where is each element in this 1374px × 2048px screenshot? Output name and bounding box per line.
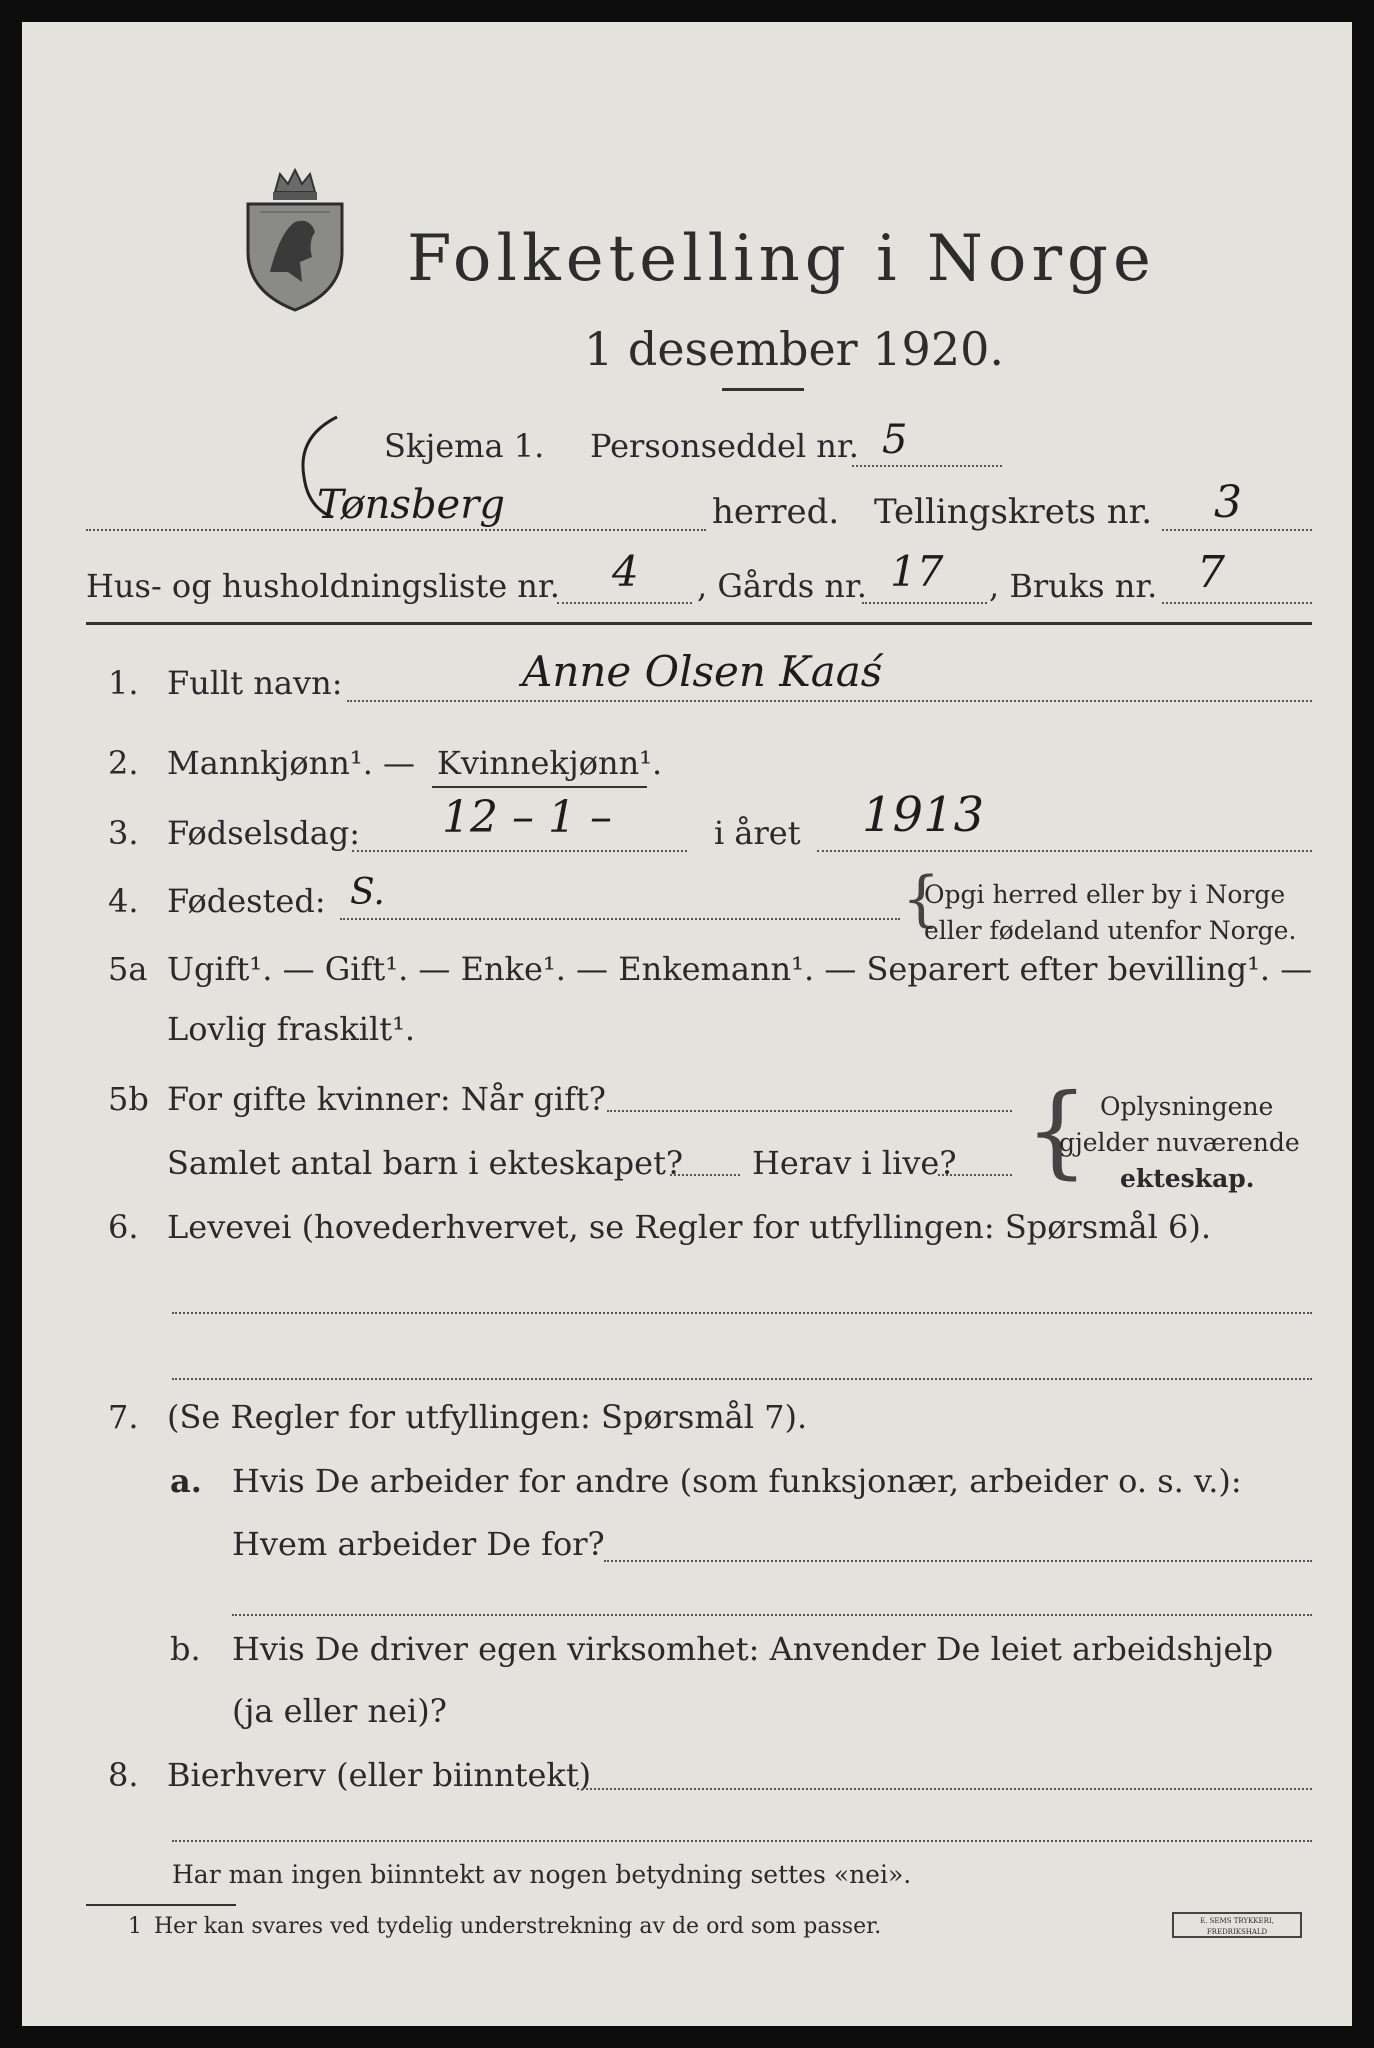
- norway-coat-of-arms-icon: [240, 162, 350, 312]
- q5b-married-when: For gifte kvinner: Når gift?: [167, 1080, 606, 1118]
- herred-label: herred.: [712, 492, 840, 532]
- header-divider: [86, 622, 1312, 625]
- q1-line: [347, 700, 1312, 702]
- birthplace-value[interactable]: S.: [350, 872, 385, 913]
- q4-note-line2: eller fødeland utenfor Norge.: [924, 916, 1297, 945]
- tellingskrets-label: Tellingskrets nr.: [874, 492, 1153, 532]
- husliste-label: Hus- og husholdningsliste nr.: [86, 567, 560, 605]
- footnote-text: Her kan svares ved tydelig understrekning av de ord som passer.: [154, 1914, 882, 1939]
- q1-label: Fullt navn:: [167, 664, 343, 702]
- q5b-married-line: [607, 1110, 1012, 1112]
- personseddel-label: Personseddel nr.: [590, 427, 859, 465]
- printer-stamp: [1172, 1912, 1302, 1938]
- q7b-line2: (ja eller nei)?: [232, 1692, 447, 1730]
- q7a-number: a.: [170, 1462, 202, 1500]
- q8-line: [577, 1788, 1312, 1790]
- birth-year-value[interactable]: 1913: [862, 787, 985, 843]
- birth-date-value[interactable]: 12 – 1 –: [442, 792, 612, 843]
- bruks-line: [1162, 602, 1312, 604]
- personseddel-value[interactable]: 5: [882, 417, 908, 463]
- q3-year-label: i året: [714, 814, 801, 852]
- brace-icon-2: {: [1025, 1072, 1089, 1189]
- q8-number: 8.: [108, 1756, 139, 1794]
- bruks-label: , Bruks nr.: [989, 567, 1158, 605]
- title-divider: [722, 388, 804, 391]
- q3-year-line: [817, 850, 1312, 852]
- footnote-mark: 1: [128, 1914, 142, 1939]
- full-name-value[interactable]: Anne Olsen Kaaś: [522, 647, 883, 696]
- q6-label: Levevei (hovederhvervet, se Regler for utfyllingen: Spørsmål 6).: [167, 1208, 1212, 1246]
- footnote-divider: [86, 1904, 236, 1906]
- q4-line: [340, 918, 900, 920]
- q5b-children-alive: Herav i live?: [752, 1144, 957, 1182]
- q5b-note1: Oplysningene: [1100, 1092, 1274, 1121]
- census-date: 1 desember 1920.: [584, 322, 1004, 376]
- gards-value[interactable]: 17: [890, 547, 944, 596]
- q5a-options[interactable]: Ugift¹. — Gift¹. — Enke¹. — Enkemann¹. — Separert efter bevilling¹. —: [167, 950, 1313, 988]
- brace-icon: {: [902, 864, 941, 934]
- husliste-value[interactable]: 4: [612, 547, 639, 596]
- q2-female-option[interactable]: Kvinnekjønn¹.: [437, 744, 663, 782]
- q5b-note3: ekteskap.: [1120, 1164, 1255, 1193]
- q7b-line1: Hvis De driver egen virksomhet: Anvender De leiet arbeidshjelp: [232, 1630, 1274, 1668]
- q7-number: 7.: [108, 1398, 139, 1436]
- q6-line2: [172, 1378, 1312, 1380]
- q2-male-option[interactable]: Mannkjønn¹. —: [167, 744, 416, 782]
- printer-stamp-text: E. SEMS TRYKKERI, FREDRIKSHALD: [1200, 1917, 1274, 1936]
- tellingskrets-value[interactable]: 3: [1214, 477, 1242, 528]
- q4-note-line1: Opgi herred eller by i Norge: [924, 880, 1286, 909]
- q1-number: 1.: [108, 664, 139, 702]
- q7a-employer-line: [604, 1560, 1312, 1562]
- female-underline: [432, 786, 647, 788]
- q4-label: Fødested:: [167, 882, 326, 920]
- gards-label: , Gårds nr.: [697, 567, 867, 605]
- q6-number: 6.: [108, 1208, 139, 1246]
- q7b-number: b.: [170, 1630, 201, 1668]
- q5b-note2: gjelder nuværende: [1059, 1128, 1300, 1157]
- q7a-extra-line: [232, 1614, 1312, 1616]
- q5b-children-total: Samlet antal barn i ekteskapet?: [167, 1144, 684, 1182]
- q7-label: (Se Regler for utfyllingen: Spørsmål 7).: [167, 1398, 808, 1436]
- q5b-children-line: [670, 1174, 740, 1176]
- q7a-line2: Hvem arbeider De for?: [232, 1525, 605, 1563]
- q3-number: 3.: [108, 814, 139, 852]
- personseddel-line: [852, 465, 1002, 467]
- q5a-lovlig-fraskilt[interactable]: Lovlig fraskilt¹.: [167, 1010, 416, 1048]
- tellingskrets-line: [1162, 529, 1312, 531]
- q8-note: Har man ingen biinntekt av nogen betydning settes «nei».: [172, 1860, 912, 1889]
- q5b-alive-line: [938, 1174, 1012, 1176]
- bruks-value[interactable]: 7: [1197, 547, 1225, 598]
- skjema-label: Skjema 1.: [384, 427, 545, 465]
- q5b-number: 5b: [108, 1080, 149, 1118]
- form-title: Folketelling i Norge: [407, 222, 1156, 296]
- herred-line: [86, 529, 706, 531]
- q5a-number: 5a: [108, 950, 148, 988]
- q3-date-line: [352, 850, 687, 852]
- q6-line1: [172, 1312, 1312, 1314]
- gards-line: [862, 602, 987, 604]
- husliste-line: [557, 602, 692, 604]
- q8-extra-line: [172, 1840, 1312, 1842]
- q7a-line1: Hvis De arbeider for andre (som funksjonær, arbeider o. s. v.):: [232, 1462, 1242, 1500]
- q8-label: Bierhverv (eller biinntekt): [167, 1756, 592, 1794]
- census-form: [22, 22, 1352, 2026]
- herred-value[interactable]: Tønsberg: [317, 482, 505, 528]
- q3-label: Fødselsdag:: [167, 814, 361, 852]
- q4-number: 4.: [108, 882, 139, 920]
- q2-number: 2.: [108, 744, 139, 782]
